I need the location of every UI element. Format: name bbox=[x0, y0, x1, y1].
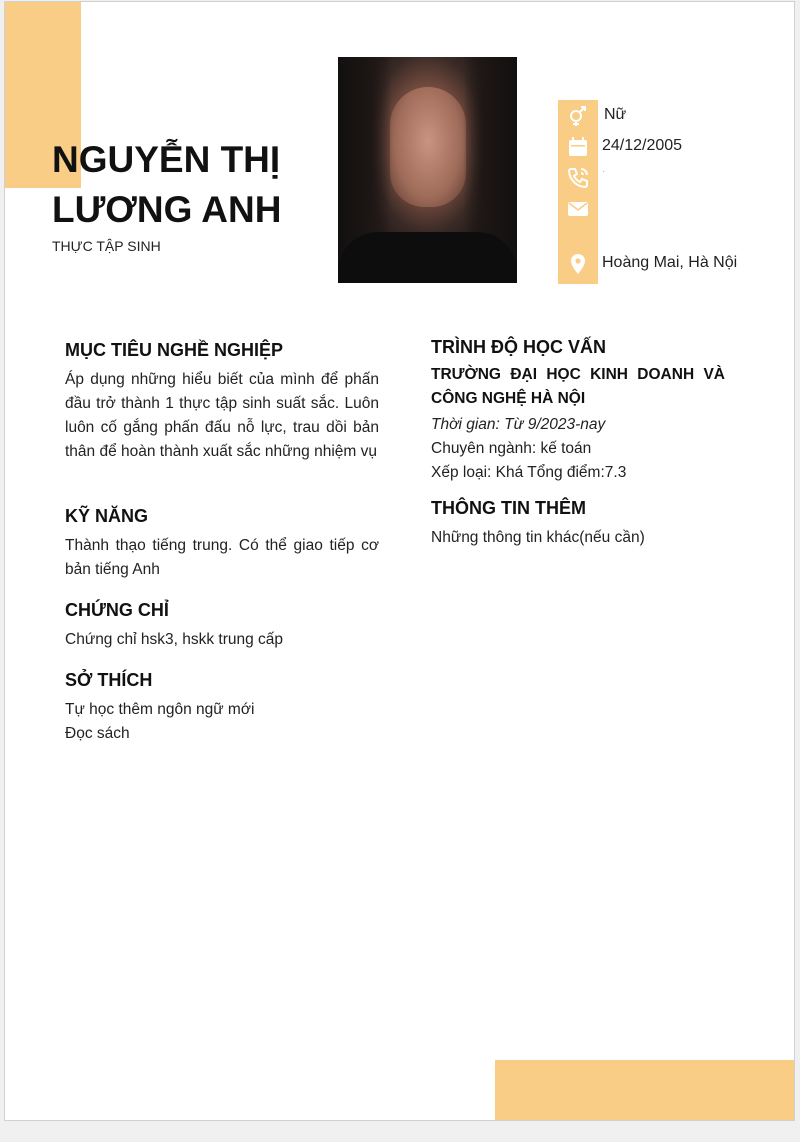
contact-icon-bar bbox=[558, 100, 598, 284]
address-value: Hoàng Mai, Hà Nội bbox=[602, 254, 738, 271]
email-icon bbox=[566, 197, 590, 221]
location-icon bbox=[566, 252, 590, 276]
education-title: TRÌNH ĐỘ HỌC VẤN bbox=[431, 337, 606, 357]
hobby-item: Đọc sách bbox=[65, 725, 130, 742]
cv-page bbox=[4, 1, 795, 1121]
candidate-name bbox=[52, 135, 332, 235]
phone-icon bbox=[566, 166, 590, 190]
hobbies-title: SỞ THÍCH bbox=[65, 670, 153, 690]
education-time: Thời gian: Từ 9/2023-nay bbox=[431, 416, 606, 433]
gender-value: Nữ bbox=[604, 106, 627, 123]
education-grade: Xếp loại: Khá Tổng điểm:7.3 bbox=[431, 464, 627, 481]
skills-text: Thành thạo tiếng trung. Có thể giao tiếp cơ bản tiếng Anh bbox=[65, 537, 379, 578]
certificates-title: CHỨNG CHỈ bbox=[65, 600, 169, 620]
additional-info-text: Những thông tin khác(nếu cần) bbox=[431, 529, 645, 546]
calendar-icon bbox=[566, 135, 590, 159]
skills-title: KỸ NĂNG bbox=[65, 506, 149, 526]
name-line-2: LƯƠNG ANH bbox=[52, 189, 282, 230]
hobby-item: Tự học thêm ngôn ngữ mới bbox=[65, 701, 255, 718]
profile-photo bbox=[338, 57, 517, 283]
school-name: TRƯỜNG ĐẠI HỌC KINH DOANH VÀ CÔNG NGHỆ HÀ NỘI bbox=[431, 366, 725, 407]
accent-block-bottom bbox=[495, 1060, 795, 1121]
job-title: THỰC TẬP SINH bbox=[52, 238, 161, 254]
education-major: Chuyên ngành: kế toán bbox=[431, 440, 592, 457]
career-objective-title: MỤC TIÊU NGHỀ NGHIỆP bbox=[65, 340, 284, 360]
career-objective-text: Áp dụng những hiểu biết của mình để phấn đầu trở thành 1 thực tập sinh suất sắc. Luôn luôn cố gắng phấn đấu nỗ lực, trau dồi bản thân để hoàn thành xuất sắc những nhiệm vụ bbox=[65, 371, 379, 460]
name-line-1: NGUYỄN THỊ bbox=[52, 139, 281, 180]
birthday-value: 24/12/2005 bbox=[602, 137, 683, 154]
phone-value: · bbox=[602, 166, 606, 177]
certificates-text: Chứng chỉ hsk3, hskk trung cấp bbox=[65, 631, 284, 648]
additional-info-title: THÔNG TIN THÊM bbox=[431, 498, 586, 518]
gender-icon bbox=[566, 104, 590, 128]
